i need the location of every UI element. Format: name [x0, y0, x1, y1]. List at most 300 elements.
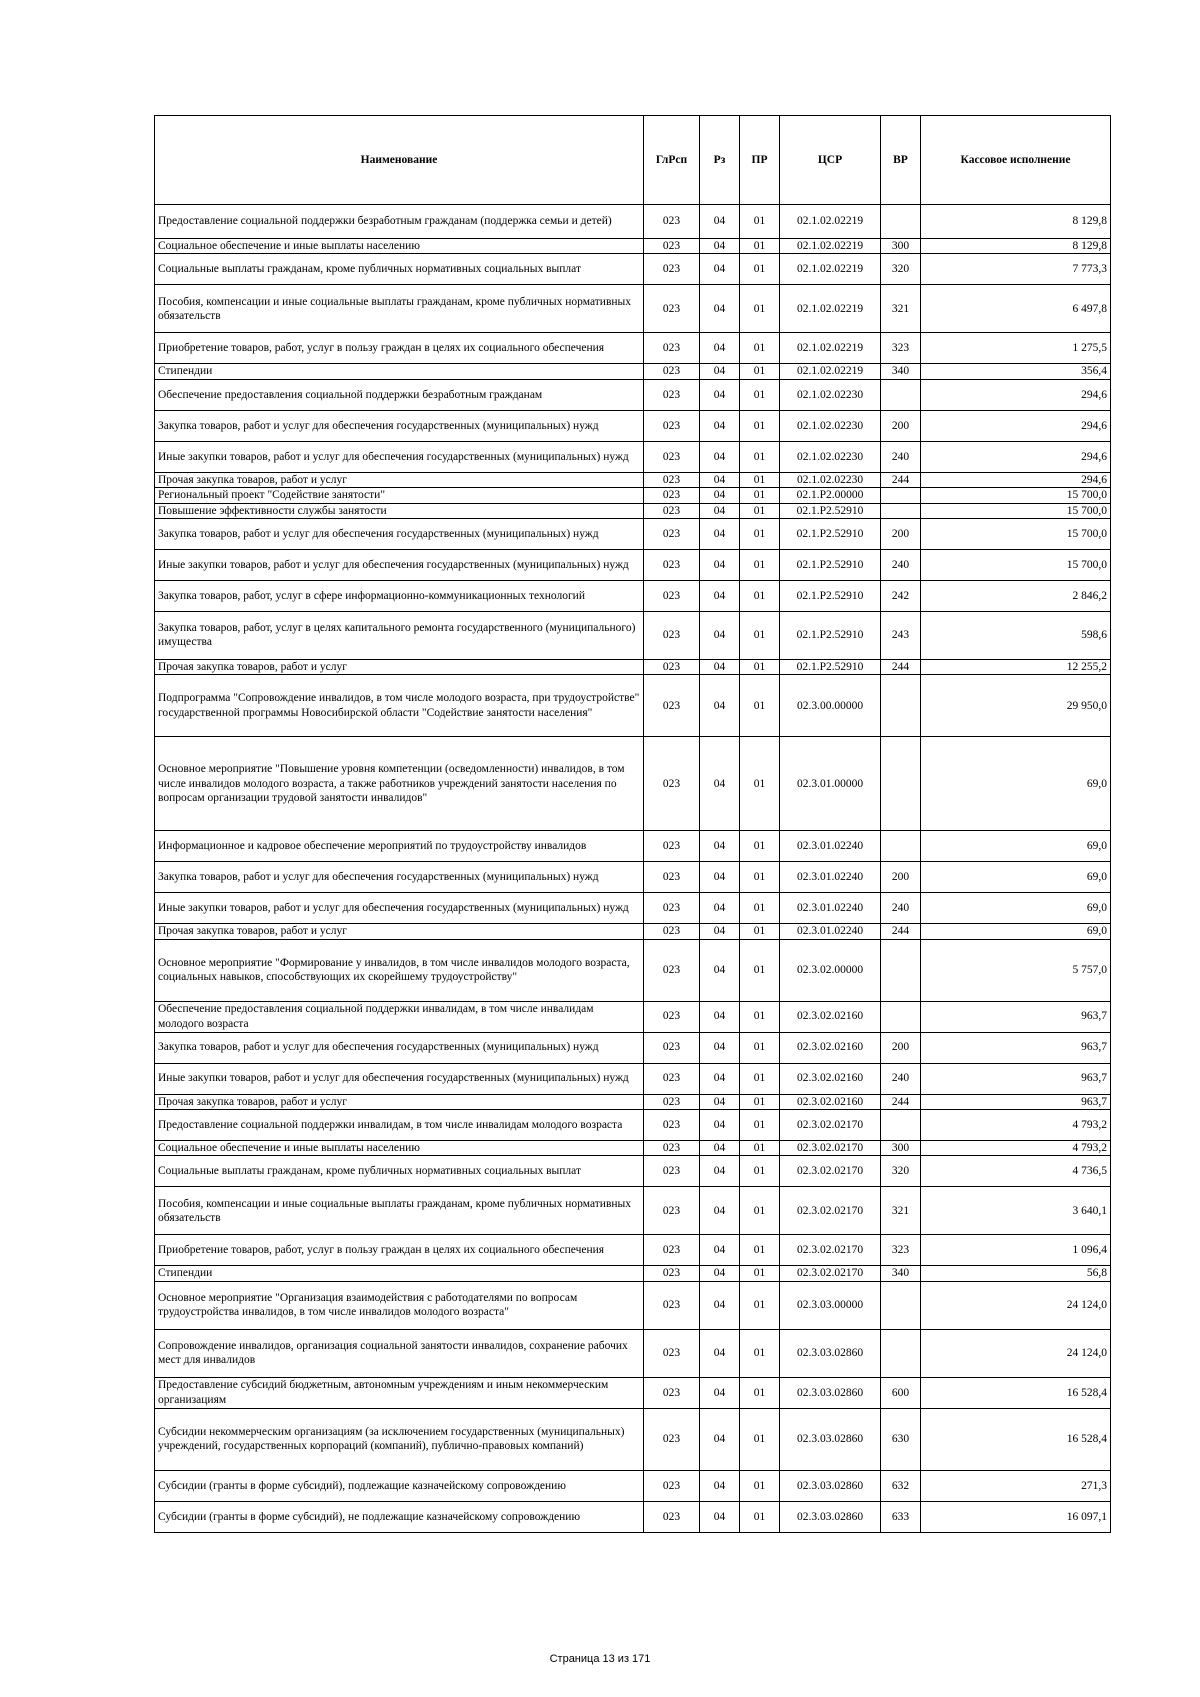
- row-rz: 04: [700, 239, 740, 254]
- row-glrsp: 023: [644, 488, 700, 503]
- row-glrsp: 023: [644, 1141, 700, 1156]
- row-vr: 630: [881, 1408, 921, 1470]
- row-rz: 04: [700, 254, 740, 285]
- row-pr: 01: [740, 239, 780, 254]
- row-rz: 04: [700, 488, 740, 503]
- row-pr: 01: [740, 1501, 780, 1532]
- row-amount: 963,7: [921, 1001, 1111, 1032]
- row-amount: 69,0: [921, 893, 1111, 924]
- row-name: Закупка товаров, работ и услуг для обеспечения государственных (муниципальных) нужд: [155, 518, 644, 549]
- table-row: [155, 410, 1111, 441]
- row-vr: 243: [881, 611, 921, 659]
- row-glrsp: 023: [644, 1281, 700, 1329]
- row-pr: 01: [740, 1329, 780, 1377]
- row-glrsp: 023: [644, 611, 700, 659]
- table-row: [155, 205, 1111, 239]
- row-vr: [881, 939, 921, 1001]
- row-csr: 02.1.02.02230: [780, 472, 881, 487]
- row-name: Социальное обеспечение и иные выплаты населению: [155, 1141, 644, 1156]
- table-row: [155, 488, 1111, 503]
- row-name: Прочая закупка товаров, работ и услуг: [155, 924, 644, 939]
- row-rz: 04: [700, 924, 740, 939]
- table-row: [155, 364, 1111, 379]
- row-vr: [881, 1001, 921, 1032]
- row-glrsp: 023: [644, 893, 700, 924]
- header-glrsp: ГлРсп: [644, 116, 700, 205]
- row-name: Основное мероприятие "Формирование у инвалидов, в том числе инвалидов молодого возраста, социальных навыков, способствующих их скорейшему трудоустройству": [155, 939, 644, 1001]
- row-pr: 01: [740, 364, 780, 379]
- row-amount: 15 700,0: [921, 488, 1111, 503]
- row-vr: 244: [881, 1094, 921, 1109]
- row-csr: 02.3.02.02170: [780, 1141, 881, 1156]
- row-pr: 01: [740, 1377, 780, 1408]
- row-pr: 01: [740, 1001, 780, 1032]
- row-name: Иные закупки товаров, работ и услуг для обеспечения государственных (муниципальных) нужд: [155, 441, 644, 472]
- row-name: Предоставление социальной поддержки безработным гражданам (поддержка семьи и детей): [155, 205, 644, 239]
- row-amount: 598,6: [921, 611, 1111, 659]
- row-csr: 02.3.02.02170: [780, 1235, 881, 1266]
- row-glrsp: 023: [644, 503, 700, 518]
- table-row: [155, 1094, 1111, 1109]
- row-name: Подпрограмма "Сопровождение инвалидов, в том числе молодого возраста, при трудоустройстве" государственной программы Новосибирской области "Содействие занятости населения": [155, 675, 644, 737]
- row-amount: 15 700,0: [921, 518, 1111, 549]
- row-glrsp: 023: [644, 1377, 700, 1408]
- row-csr: 02.1.02.02230: [780, 379, 881, 410]
- row-name: Социальные выплаты гражданам, кроме публичных нормативных социальных выплат: [155, 254, 644, 285]
- row-csr: 02.1.P2.52910: [780, 503, 881, 518]
- row-csr: 02.3.01.02240: [780, 893, 881, 924]
- row-name: Закупка товаров, работ и услуг для обеспечения государственных (муниципальных) нужд: [155, 410, 644, 441]
- row-pr: 01: [740, 1266, 780, 1281]
- row-rz: 04: [700, 831, 740, 862]
- row-pr: 01: [740, 1281, 780, 1329]
- row-rz: 04: [700, 1377, 740, 1408]
- row-amount: 12 255,2: [921, 659, 1111, 674]
- row-rz: 04: [700, 379, 740, 410]
- table-row: [155, 939, 1111, 1001]
- row-csr: 02.3.02.02160: [780, 1001, 881, 1032]
- row-csr: 02.3.01.02240: [780, 924, 881, 939]
- row-csr: 02.1.P2.52910: [780, 518, 881, 549]
- row-vr: 244: [881, 659, 921, 674]
- table-row: [155, 862, 1111, 893]
- row-pr: 01: [740, 472, 780, 487]
- row-csr: 02.1.P2.52910: [780, 659, 881, 674]
- table-row: [155, 441, 1111, 472]
- row-glrsp: 023: [644, 580, 700, 611]
- row-csr: 02.1.P2.52910: [780, 580, 881, 611]
- table-body: [155, 205, 1111, 1533]
- table-row: [155, 1235, 1111, 1266]
- row-vr: [881, 675, 921, 737]
- row-vr: 200: [881, 862, 921, 893]
- row-rz: 04: [700, 285, 740, 333]
- row-amount: 8 129,8: [921, 205, 1111, 239]
- row-vr: 632: [881, 1470, 921, 1501]
- row-csr: 02.1.P2.52910: [780, 611, 881, 659]
- row-rz: 04: [700, 1501, 740, 1532]
- row-csr: 02.3.03.02860: [780, 1408, 881, 1470]
- row-vr: 320: [881, 1156, 921, 1187]
- row-glrsp: 023: [644, 737, 700, 831]
- row-glrsp: 023: [644, 831, 700, 862]
- header-name: Наименование: [155, 116, 644, 205]
- row-amount: 5 757,0: [921, 939, 1111, 1001]
- row-vr: 240: [881, 893, 921, 924]
- table-row: [155, 518, 1111, 549]
- row-amount: 15 700,0: [921, 503, 1111, 518]
- row-rz: 04: [700, 503, 740, 518]
- row-pr: 01: [740, 285, 780, 333]
- header-csr: ЦСР: [780, 116, 881, 205]
- row-rz: 04: [700, 518, 740, 549]
- row-csr: 02.1.02.02219: [780, 285, 881, 333]
- row-rz: 04: [700, 1063, 740, 1094]
- row-vr: [881, 1329, 921, 1377]
- row-name: Субсидии некоммерческим организациям (за исключением государственных (муниципальных) учреждений, государственных корпораций (компаний), публично-правовых компаний): [155, 1408, 644, 1470]
- row-vr: 240: [881, 549, 921, 580]
- row-rz: 04: [700, 333, 740, 364]
- row-rz: 04: [700, 737, 740, 831]
- row-csr: 02.3.03.02860: [780, 1501, 881, 1532]
- header-rz: Рз: [700, 116, 740, 205]
- row-glrsp: 023: [644, 441, 700, 472]
- row-name: Пособия, компенсации и иные социальные выплаты гражданам, кроме публичных нормативных обязательств: [155, 285, 644, 333]
- row-vr: 300: [881, 239, 921, 254]
- row-name: Обеспечение предоставления социальной поддержки инвалидам, в том числе инвалидам молодого возраста: [155, 1001, 644, 1032]
- row-name: Закупка товаров, работ, услуг в целях капитального ремонта государственного (муниципального) имущества: [155, 611, 644, 659]
- table-row: [155, 1266, 1111, 1281]
- row-amount: 4 793,2: [921, 1110, 1111, 1141]
- table-row: [155, 611, 1111, 659]
- row-csr: 02.1.02.02219: [780, 254, 881, 285]
- row-csr: 02.3.03.02860: [780, 1377, 881, 1408]
- row-vr: 320: [881, 254, 921, 285]
- row-amount: 963,7: [921, 1094, 1111, 1109]
- row-rz: 04: [700, 549, 740, 580]
- row-vr: 323: [881, 333, 921, 364]
- row-pr: 01: [740, 379, 780, 410]
- table-row: [155, 1063, 1111, 1094]
- row-rz: 04: [700, 862, 740, 893]
- row-rz: 04: [700, 1001, 740, 1032]
- row-amount: 15 700,0: [921, 549, 1111, 580]
- row-pr: 01: [740, 611, 780, 659]
- table-row: [155, 1377, 1111, 1408]
- header-pr: ПР: [740, 116, 780, 205]
- row-csr: 02.3.00.00000: [780, 675, 881, 737]
- row-rz: 04: [700, 580, 740, 611]
- header-vr: ВР: [881, 116, 921, 205]
- row-name: Предоставление субсидий бюджетным, автономным учреждениям и иным некоммерческим организациям: [155, 1377, 644, 1408]
- row-name: Закупка товаров, работ и услуг для обеспечения государственных (муниципальных) нужд: [155, 862, 644, 893]
- row-name: Субсидии (гранты в форме субсидий), не подлежащие казначейскому сопровождению: [155, 1501, 644, 1532]
- table-row: [155, 1001, 1111, 1032]
- row-glrsp: 023: [644, 1329, 700, 1377]
- row-csr: 02.3.02.02160: [780, 1063, 881, 1094]
- row-glrsp: 023: [644, 518, 700, 549]
- row-csr: 02.3.01.02240: [780, 831, 881, 862]
- row-name: Прочая закупка товаров, работ и услуг: [155, 1094, 644, 1109]
- table-row: [155, 503, 1111, 518]
- row-pr: 01: [740, 1063, 780, 1094]
- row-amount: 294,6: [921, 379, 1111, 410]
- row-vr: [881, 503, 921, 518]
- table-row: [155, 675, 1111, 737]
- table-row: [155, 1408, 1111, 1470]
- row-pr: 01: [740, 1235, 780, 1266]
- row-amount: 356,4: [921, 364, 1111, 379]
- row-glrsp: 023: [644, 333, 700, 364]
- row-name: Обеспечение предоставления социальной поддержки безработным гражданам: [155, 379, 644, 410]
- budget-table: [154, 115, 1111, 1533]
- row-pr: 01: [740, 737, 780, 831]
- row-glrsp: 023: [644, 379, 700, 410]
- row-rz: 04: [700, 1266, 740, 1281]
- row-amount: 8 129,8: [921, 239, 1111, 254]
- row-pr: 01: [740, 924, 780, 939]
- row-pr: 01: [740, 862, 780, 893]
- header-amount: Кассовое исполнение: [921, 116, 1111, 205]
- row-rz: 04: [700, 1094, 740, 1109]
- row-vr: 633: [881, 1501, 921, 1532]
- table-row: [155, 254, 1111, 285]
- row-glrsp: 023: [644, 1094, 700, 1109]
- table-row: [155, 831, 1111, 862]
- row-csr: 02.3.01.00000: [780, 737, 881, 831]
- row-pr: 01: [740, 441, 780, 472]
- row-pr: 01: [740, 675, 780, 737]
- row-pr: 01: [740, 503, 780, 518]
- row-rz: 04: [700, 1281, 740, 1329]
- row-rz: 04: [700, 472, 740, 487]
- table-row: [155, 239, 1111, 254]
- row-rz: 04: [700, 1187, 740, 1235]
- row-amount: 294,6: [921, 410, 1111, 441]
- row-rz: 04: [700, 659, 740, 674]
- row-vr: [881, 379, 921, 410]
- table-row: [155, 580, 1111, 611]
- row-csr: 02.3.02.02170: [780, 1110, 881, 1141]
- row-name: Прочая закупка товаров, работ и услуг: [155, 472, 644, 487]
- row-pr: 01: [740, 333, 780, 364]
- row-pr: 01: [740, 205, 780, 239]
- row-glrsp: 023: [644, 1001, 700, 1032]
- table-row: [155, 1187, 1111, 1235]
- row-pr: 01: [740, 1187, 780, 1235]
- row-vr: 600: [881, 1377, 921, 1408]
- row-rz: 04: [700, 1110, 740, 1141]
- row-vr: 321: [881, 285, 921, 333]
- row-vr: 321: [881, 1187, 921, 1235]
- row-name: Региональный проект "Содействие занятости": [155, 488, 644, 503]
- row-amount: 271,3: [921, 1470, 1111, 1501]
- page-footer: Страница 13 из 171: [549, 1653, 651, 1665]
- row-amount: 16 097,1: [921, 1501, 1111, 1532]
- table-row: [155, 1470, 1111, 1501]
- row-name: Стипендии: [155, 364, 644, 379]
- row-pr: 01: [740, 893, 780, 924]
- table-row: [155, 1110, 1111, 1141]
- table-row: [155, 893, 1111, 924]
- row-pr: 01: [740, 1094, 780, 1109]
- row-amount: 3 640,1: [921, 1187, 1111, 1235]
- row-amount: 69,0: [921, 862, 1111, 893]
- row-vr: [881, 1281, 921, 1329]
- row-name: Повышение эффективности службы занятости: [155, 503, 644, 518]
- row-csr: 02.1.02.02230: [780, 410, 881, 441]
- row-name: Предоставление социальной поддержки инвалидам, в том числе инвалидам молодого возраста: [155, 1110, 644, 1141]
- row-pr: 01: [740, 518, 780, 549]
- row-name: Социальные выплаты гражданам, кроме публичных нормативных социальных выплат: [155, 1156, 644, 1187]
- row-vr: 242: [881, 580, 921, 611]
- row-vr: [881, 737, 921, 831]
- row-pr: 01: [740, 831, 780, 862]
- row-vr: 240: [881, 1063, 921, 1094]
- row-rz: 04: [700, 205, 740, 239]
- row-rz: 04: [700, 675, 740, 737]
- row-pr: 01: [740, 1032, 780, 1063]
- row-csr: 02.3.02.02160: [780, 1032, 881, 1063]
- row-name: Приобретение товаров, работ, услуг в пользу граждан в целях их социального обеспечения: [155, 333, 644, 364]
- row-amount: 963,7: [921, 1032, 1111, 1063]
- row-rz: 04: [700, 1141, 740, 1156]
- row-csr: 02.1.02.02219: [780, 364, 881, 379]
- row-rz: 04: [700, 1235, 740, 1266]
- row-pr: 01: [740, 1470, 780, 1501]
- row-glrsp: 023: [644, 1266, 700, 1281]
- row-name: Субсидии (гранты в форме субсидий), подлежащие казначейскому сопровождению: [155, 1470, 644, 1501]
- row-rz: 04: [700, 441, 740, 472]
- row-pr: 01: [740, 1408, 780, 1470]
- row-glrsp: 023: [644, 549, 700, 580]
- row-name: Пособия, компенсации и иные социальные выплаты гражданам, кроме публичных нормативных обязательств: [155, 1187, 644, 1235]
- row-glrsp: 023: [644, 939, 700, 1001]
- row-amount: 4 793,2: [921, 1141, 1111, 1156]
- row-rz: 04: [700, 611, 740, 659]
- row-vr: 340: [881, 364, 921, 379]
- row-rz: 04: [700, 1156, 740, 1187]
- budget-table-container: [154, 115, 1110, 1533]
- row-pr: 01: [740, 580, 780, 611]
- row-glrsp: 023: [644, 1187, 700, 1235]
- table-row: [155, 472, 1111, 487]
- row-name: Социальное обеспечение и иные выплаты населению: [155, 239, 644, 254]
- row-csr: 02.3.02.02170: [780, 1156, 881, 1187]
- table-row: [155, 737, 1111, 831]
- row-glrsp: 023: [644, 364, 700, 379]
- table-row: [155, 549, 1111, 580]
- row-pr: 01: [740, 1156, 780, 1187]
- row-csr: 02.1.02.02219: [780, 239, 881, 254]
- row-vr: [881, 205, 921, 239]
- row-vr: [881, 488, 921, 503]
- row-glrsp: 023: [644, 924, 700, 939]
- table-row: [155, 1141, 1111, 1156]
- row-name: Стипендии: [155, 1266, 644, 1281]
- row-rz: 04: [700, 939, 740, 1001]
- row-glrsp: 023: [644, 1032, 700, 1063]
- row-glrsp: 023: [644, 254, 700, 285]
- row-amount: 69,0: [921, 924, 1111, 939]
- row-name: Приобретение товаров, работ, услуг в пользу граждан в целях их социального обеспечения: [155, 1235, 644, 1266]
- row-amount: 69,0: [921, 831, 1111, 862]
- row-csr: 02.1.P2.52910: [780, 549, 881, 580]
- row-pr: 01: [740, 410, 780, 441]
- row-glrsp: 023: [644, 285, 700, 333]
- row-rz: 04: [700, 1329, 740, 1377]
- row-glrsp: 023: [644, 1110, 700, 1141]
- row-glrsp: 023: [644, 239, 700, 254]
- table-row: [155, 1032, 1111, 1063]
- row-amount: 294,6: [921, 441, 1111, 472]
- row-csr: 02.1.02.02219: [780, 205, 881, 239]
- row-vr: 244: [881, 472, 921, 487]
- row-amount: 69,0: [921, 737, 1111, 831]
- row-name: Основное мероприятие "Организация взаимодействия с работодателями по вопросам трудоустройства инвалидов, в том числе инвалидов молодого возраста": [155, 1281, 644, 1329]
- row-vr: 200: [881, 518, 921, 549]
- table-row: [155, 1501, 1111, 1532]
- row-name: Основное мероприятие "Повышение уровня компетенции (осведомленности) инвалидов, в том числе инвалидов молодого возраста, а также работников учреждений занятости населения по вопросам организации трудовой занятости инвалидов": [155, 737, 644, 831]
- row-amount: 6 497,8: [921, 285, 1111, 333]
- row-csr: 02.3.02.00000: [780, 939, 881, 1001]
- row-glrsp: 023: [644, 675, 700, 737]
- row-amount: 1 096,4: [921, 1235, 1111, 1266]
- row-vr: [881, 1110, 921, 1141]
- row-name: Прочая закупка товаров, работ и услуг: [155, 659, 644, 674]
- row-glrsp: 023: [644, 1408, 700, 1470]
- row-rz: 04: [700, 1470, 740, 1501]
- row-glrsp: 023: [644, 862, 700, 893]
- row-pr: 01: [740, 1110, 780, 1141]
- row-amount: 7 773,3: [921, 254, 1111, 285]
- row-amount: 24 124,0: [921, 1329, 1111, 1377]
- row-amount: 29 950,0: [921, 675, 1111, 737]
- row-pr: 01: [740, 659, 780, 674]
- row-name: Иные закупки товаров, работ и услуг для обеспечения государственных (муниципальных) нужд: [155, 1063, 644, 1094]
- table-row: [155, 1329, 1111, 1377]
- row-glrsp: 023: [644, 472, 700, 487]
- row-vr: 323: [881, 1235, 921, 1266]
- row-amount: 24 124,0: [921, 1281, 1111, 1329]
- row-vr: [881, 831, 921, 862]
- row-rz: 04: [700, 364, 740, 379]
- row-amount: 16 528,4: [921, 1408, 1111, 1470]
- table-row: [155, 379, 1111, 410]
- table-row: [155, 1156, 1111, 1187]
- row-glrsp: 023: [644, 1501, 700, 1532]
- table-row: [155, 1281, 1111, 1329]
- table-row: [155, 285, 1111, 333]
- row-csr: 02.3.01.02240: [780, 862, 881, 893]
- row-rz: 04: [700, 1032, 740, 1063]
- row-glrsp: 023: [644, 1156, 700, 1187]
- row-vr: 244: [881, 924, 921, 939]
- table-row: [155, 333, 1111, 364]
- row-vr: 200: [881, 410, 921, 441]
- row-glrsp: 023: [644, 205, 700, 239]
- header-row: [155, 116, 1111, 205]
- row-pr: 01: [740, 939, 780, 1001]
- row-name: Сопровождение инвалидов, организация социальной занятости инвалидов, сохранение рабочих мест для инвалидов: [155, 1329, 644, 1377]
- row-vr: 340: [881, 1266, 921, 1281]
- row-glrsp: 023: [644, 1063, 700, 1094]
- row-name: Информационное и кадровое обеспечение мероприятий по трудоустройству инвалидов: [155, 831, 644, 862]
- row-csr: 02.3.02.02160: [780, 1094, 881, 1109]
- row-glrsp: 023: [644, 410, 700, 441]
- row-csr: 02.3.02.02170: [780, 1266, 881, 1281]
- row-csr: 02.1.P2.00000: [780, 488, 881, 503]
